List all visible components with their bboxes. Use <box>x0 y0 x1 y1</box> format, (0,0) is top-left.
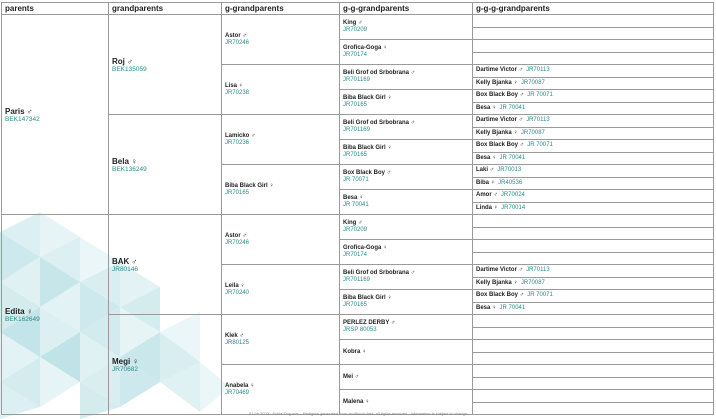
ggg-grandparents-cell <box>473 390 714 403</box>
ggg-grandparents-cell <box>473 202 714 215</box>
registration-number: JR701169 <box>343 77 370 83</box>
animal-name: Bela ♀ <box>112 156 138 166</box>
ggg-grandparents-cell <box>473 215 714 228</box>
animal-name: Kelly Bjanka ♀ <box>476 79 518 86</box>
registration-number: JR70087 <box>520 129 545 136</box>
column-header: g-grandparents <box>222 3 340 15</box>
registration-number: JR 70071 <box>527 142 553 149</box>
ggg-grandparents-cell <box>473 227 714 240</box>
registration-number: JR 70041 <box>343 202 369 208</box>
animal-name: Besa ♀ <box>476 154 497 161</box>
grandparents-cell <box>109 215 222 315</box>
animal-name: Megi ♀ <box>112 356 139 366</box>
animal-name: Grofica-Goga ♀ <box>343 245 388 251</box>
g-grandparents-cell <box>222 15 340 65</box>
pedigree-row <box>2 315 714 328</box>
registration-number: JR70014 <box>501 204 526 211</box>
animal-name: Mei ♂ <box>343 373 360 380</box>
animal-name: Box Black Boy ♂ <box>343 170 392 176</box>
registration-number: BEK147342 <box>5 115 40 123</box>
ggg-grandparents-cell <box>473 65 714 78</box>
animal-name: Dartime Victor ♂ <box>476 267 524 274</box>
grandparents-cell <box>109 315 222 415</box>
gg-grandparents-cell <box>340 40 473 65</box>
registration-number: JR80146 <box>112 265 139 273</box>
ggg-grandparents-cell <box>473 115 714 128</box>
g-grandparents-cell <box>222 315 340 365</box>
animal-name: Biba Black Girl ♀ <box>225 182 274 189</box>
pedigree-body <box>2 15 714 415</box>
gg-grandparents-cell <box>340 365 473 390</box>
animal-name: Dartime Victor ♂ <box>476 117 524 124</box>
ggg-grandparents-cell <box>473 127 714 140</box>
registration-number: JR70013 <box>497 167 522 174</box>
registration-number: JR40536 <box>498 179 523 186</box>
ggg-grandparents-cell <box>473 302 714 315</box>
g-grandparents-cell <box>222 365 340 415</box>
animal-name: Klek ♂ <box>225 332 244 339</box>
registration-number: JR70236 <box>225 139 250 146</box>
column-header: g-g-grandparents <box>340 3 473 15</box>
registration-number: JR70024 <box>500 192 525 199</box>
animal-name: Biba Black Girl ♀ <box>343 145 392 151</box>
g-grandparents-cell <box>222 65 340 115</box>
column-header: grandparents <box>109 3 222 15</box>
animal-name: Linda ♀ <box>476 204 499 211</box>
registration-number: JR70246 <box>225 239 250 246</box>
registration-number: JR 70041 <box>499 304 526 311</box>
header-row <box>2 3 714 15</box>
animal-name: Beli Grof od Srbobrana ♂ <box>343 270 416 276</box>
column-header: g-g-g-grandparents <box>473 3 714 15</box>
registration-number: JR70113 <box>526 67 550 74</box>
registration-number: JR80125 <box>225 339 250 346</box>
registration-number: JR70113 <box>526 267 550 274</box>
ggg-grandparents-cell <box>473 77 714 90</box>
animal-name: Anabela ♀ <box>225 382 255 389</box>
animal-name: Besa ♀ <box>343 195 364 201</box>
animal-name: Lisa ♀ <box>225 82 244 89</box>
animal-name: Biba Black Girl ♀ <box>343 295 392 301</box>
animal-name: Lamicko ♂ <box>225 132 256 139</box>
registration-number: JR 70041 <box>499 104 526 111</box>
parents-cell <box>2 215 109 415</box>
ggg-grandparents-cell <box>473 52 714 65</box>
parents-cell <box>2 15 109 215</box>
animal-name: Laki ♂ <box>476 167 495 174</box>
registration-number: JR70238 <box>225 89 250 96</box>
registration-number: JR70469 <box>225 389 250 396</box>
pedigree-row <box>2 115 714 128</box>
animal-name: Kelly Bjanka ♀ <box>476 279 518 286</box>
animal-name: Biba Black Girl ♀ <box>343 95 392 101</box>
registration-number: JR70165 <box>343 102 368 108</box>
ggg-grandparents-cell <box>473 265 714 278</box>
animal-name: PERLEZ DERBY ♂ <box>343 320 396 326</box>
gg-grandparents-cell <box>340 165 473 190</box>
animal-name: Beli Grof od Srbobrana ♂ <box>343 70 416 76</box>
animal-name: Box Black Boy ♂ <box>476 292 525 299</box>
ggg-grandparents-cell <box>473 40 714 53</box>
ggg-grandparents-cell <box>473 252 714 265</box>
ggg-grandparents-cell <box>473 290 714 303</box>
registration-number: JR70087 <box>520 279 545 286</box>
animal-name: Amor ♂ <box>476 192 498 199</box>
registration-number: JR70209 <box>343 227 368 233</box>
gg-grandparents-cell <box>340 140 473 165</box>
animal-name: King ♂ <box>343 220 363 226</box>
animal-name: Astor ♂ <box>225 32 247 39</box>
ggg-grandparents-cell <box>473 377 714 390</box>
registration-number: JR701169 <box>343 277 370 283</box>
g-grandparents-cell <box>222 165 340 215</box>
registration-number: JR70165 <box>343 302 368 308</box>
grandparents-cell <box>109 115 222 215</box>
registration-number: JR70165 <box>225 189 250 196</box>
gg-grandparents-cell <box>340 290 473 315</box>
animal-name: Box Black Boy ♂ <box>476 142 525 149</box>
ggg-grandparents-cell <box>473 177 714 190</box>
pedigree-row <box>2 215 714 228</box>
animal-name: Biba ♀ <box>476 179 496 186</box>
pedigree-row <box>2 15 714 28</box>
ggg-grandparents-cell <box>473 152 714 165</box>
pedigree-table <box>1 2 714 415</box>
animal-name: Dartime Victor ♂ <box>476 67 524 74</box>
registration-number: JR70240 <box>225 289 250 296</box>
ggg-grandparents-cell <box>473 277 714 290</box>
ggg-grandparents-cell <box>473 27 714 40</box>
registration-number: JR70682 <box>112 365 139 373</box>
ggg-grandparents-cell <box>473 90 714 103</box>
animal-name: Grofica-Goga ♀ <box>343 45 388 51</box>
gg-grandparents-cell <box>340 340 473 365</box>
animal-name: Besa ♀ <box>476 104 497 111</box>
pedigree-header <box>2 3 714 15</box>
animal-name: Kelly Bjanka ♀ <box>476 129 518 136</box>
ggg-grandparents-cell <box>473 365 714 378</box>
registration-number: JR70165 <box>343 152 368 158</box>
ggg-grandparents-cell <box>473 190 714 203</box>
gg-grandparents-cell <box>340 190 473 215</box>
animal-name: Roj ♂ <box>112 56 134 66</box>
registration-number: JR70174 <box>343 252 368 258</box>
animal-name: Besa ♀ <box>476 304 497 311</box>
gg-grandparents-cell <box>340 215 473 240</box>
registration-number: JR 70071 <box>527 292 553 299</box>
ggg-grandparents-cell <box>473 315 714 328</box>
animal-name: King ♂ <box>343 20 363 26</box>
g-grandparents-cell <box>222 215 340 265</box>
gg-grandparents-cell <box>340 90 473 115</box>
gg-grandparents-cell <box>340 65 473 90</box>
ggg-grandparents-cell <box>473 140 714 153</box>
registration-number: JR70113 <box>526 117 550 124</box>
animal-name: Paris ♂ <box>5 106 33 116</box>
g-grandparents-cell <box>222 115 340 165</box>
animal-name: Kobra ♀ <box>343 348 367 355</box>
gg-grandparents-cell <box>340 115 473 140</box>
animal-name: Box Black Boy ♂ <box>476 92 525 99</box>
ggg-grandparents-cell <box>473 327 714 340</box>
registration-number: JR 70071 <box>527 92 553 99</box>
column-header: parents <box>2 3 109 15</box>
ggg-grandparents-cell <box>473 15 714 28</box>
registration-number: JR70209 <box>343 27 368 33</box>
g-grandparents-cell <box>222 265 340 315</box>
animal-name: Beli Grof od Srbobrana ♂ <box>343 120 416 126</box>
gg-grandparents-cell <box>340 265 473 290</box>
registration-number: JR 70071 <box>343 177 369 183</box>
registration-number: BEK136249 <box>112 165 147 173</box>
gg-grandparents-cell <box>340 240 473 265</box>
registration-number: JRSP 80053 <box>343 327 377 333</box>
registration-number: JR701169 <box>343 127 370 133</box>
registration-number: JR70246 <box>225 39 250 46</box>
animal-name: Leila ♀ <box>225 282 245 289</box>
animal-name: Malena ♀ <box>343 398 370 405</box>
animal-name: BAK ♂ <box>112 256 138 266</box>
registration-number: BEK135059 <box>112 65 147 73</box>
ggg-grandparents-cell <box>473 102 714 115</box>
registration-number: JR70174 <box>343 52 368 58</box>
registration-number: BEK162649 <box>5 315 40 323</box>
gg-grandparents-cell <box>340 15 473 40</box>
registration-number: JR 70041 <box>499 154 526 161</box>
animal-name: Edita ♀ <box>5 306 33 316</box>
animal-name: Astor ♂ <box>225 232 247 239</box>
registration-number: JR70087 <box>520 79 545 86</box>
ggg-grandparents-cell <box>473 240 714 253</box>
ggg-grandparents-cell <box>473 352 714 365</box>
ggg-grandparents-cell <box>473 165 714 178</box>
grandparents-cell <box>109 15 222 115</box>
gg-grandparents-cell <box>340 315 473 340</box>
ggg-grandparents-cell <box>473 340 714 353</box>
page-footer: 01.09.2023 · Eukla Dog‑ecs – Pedigree generated from studbook data; all rights reserved · information is subject to change <box>248 411 468 416</box>
